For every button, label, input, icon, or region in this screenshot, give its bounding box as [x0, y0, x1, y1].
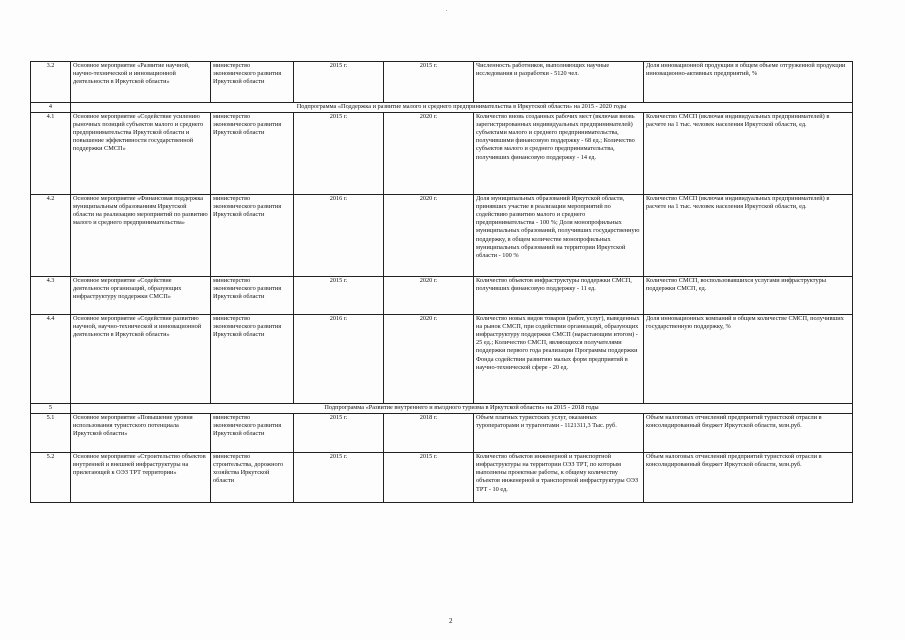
end-year-cell: 2020 г. — [384, 315, 474, 404]
row-number: 3.2 — [31, 62, 71, 103]
table-row — [31, 453, 853, 503]
table-row — [31, 277, 853, 315]
executor-cell: министерство строительства, дорожного хозяйства Иркутской области — [211, 453, 294, 503]
row-number: 4.1 — [31, 113, 71, 195]
program-table — [30, 61, 853, 503]
event-cell: Основное мероприятие «Финансовая поддержка муниципальным образованиям Иркутской области на реализацию мероприятий по развитию малого и среднего предпринимательства» — [71, 195, 211, 277]
section-number: 4 — [31, 103, 71, 113]
indicator-cell: Объем налоговых отчислений предприятий туристской отрасли в консолидированный бюджет Иркутской области, млн.руб. — [644, 453, 853, 503]
result-cell: Количество объектов инженерной и транспортной инфраструктуры на территории ОЭЗ ТРТ, по которым выполнены проектные работы, к общему количеству объектов инженерной и транспортной инфраструктуры ОЭЗ ТРТ - 10 ед. — [474, 453, 644, 503]
table-row — [31, 414, 853, 453]
section-title: Подпрограмма «Поддержка и развитие малого и среднего предпринимательства в Иркутской области» на 2015 - 2020 годы — [71, 103, 853, 113]
event-cell: Основное мероприятие «Содействие усилению рыночных позиций субъектов малого и среднего предпринимательства Иркутской области и повышение эффективности государственной поддержки СМСП» — [71, 113, 211, 195]
result-cell: Объем платных туристских услуг, оказанных туроператорами и турагентами - 1121311,3 Тыс. руб. — [474, 414, 644, 453]
table-row — [31, 62, 853, 103]
row-number: 4.4 — [31, 315, 71, 404]
row-number: 4.3 — [31, 277, 71, 315]
executor-cell: министерство экономического развития Иркутской области — [211, 315, 294, 404]
row-number: 5.1 — [31, 414, 71, 453]
indicator-cell: Доля инновационной продукции в общем объеме отгруженной продукции инновационно-активных предприятий, % — [644, 62, 853, 103]
result-cell: Количество новых видов товаров (работ, услуг), выведенных на рынок СМСП, при содействии организаций, образующих инфраструктуру поддержки СМСП (нарастающим итогом) - 25 ед.; Количество СМСП, являющихся получателями поддержки первого года реализации Программы поддержки Фонда содействия развитию малых форм предприятий в научно-технической сфере - 20 ед. — [474, 315, 644, 404]
table-row — [31, 315, 853, 404]
executor-cell: министерство экономического развития Иркутской области — [211, 62, 294, 103]
end-year-cell: 2015 г. — [384, 453, 474, 503]
start-year-cell: 2015 г. — [294, 113, 384, 195]
indicator-cell: Количество СМСП (включая индивидуальных предпринимателей) в расчете на 1 тыс. человек населения Иркутской области, ед. — [644, 113, 853, 195]
executor-cell: министерство экономического развития Иркутской области — [211, 195, 294, 277]
executor-cell: министерство экономического развития Иркутской области — [211, 277, 294, 315]
end-year-cell: 2020 г. — [384, 113, 474, 195]
start-year-cell: 2015 г. — [294, 62, 384, 103]
section-row — [31, 404, 853, 414]
indicator-cell: Объем налоговых отчислений предприятий туристской отрасли в консолидированный бюджет Иркутской области, млн.руб. — [644, 414, 853, 453]
indicator-cell: Количество СМСП (включая индивидуальных предпринимателей) в расчете на 1 тыс. человек населения Иркутской области, ед. — [644, 195, 853, 277]
executor-cell: министерство экономического развития Иркутской области — [211, 113, 294, 195]
row-number: 4.2 — [31, 195, 71, 277]
page-number: 2 — [449, 617, 453, 625]
start-year-cell: 2016 г. — [294, 315, 384, 404]
event-cell: Основное мероприятие «Развитие научной, научно-технической и инновационной деятельности в Иркутской области» — [71, 62, 211, 103]
indicator-cell: Количество СМСП, воспользовавшихся услугами инфраструктуры поддержки СМСП, ед. — [644, 277, 853, 315]
start-year-cell: 2015 г. — [294, 277, 384, 315]
start-year-cell: 2015 г. — [294, 453, 384, 503]
executor-cell: министерство экономического развития Иркутской области — [211, 414, 294, 453]
section-row — [31, 103, 853, 113]
result-cell: Доля муниципальных образований Иркутской области, принявших участие в реализации мероприятий по содействию развитию малого и среднего предпринимательства - 100 %; Доля монопрофильных муниципальных образований, получивших государственную поддержку, в общем количестве монопрофильных муниципальных образований на территории Иркутской области - 100 % — [474, 195, 644, 277]
start-year-cell: 2016 г. — [294, 195, 384, 277]
table-row — [31, 113, 853, 195]
scan-speck — [446, 10, 447, 11]
event-cell: Основное мероприятие «Строительство объектов внутренней и внешней инфраструктуры на прилегающей к ОЭЗ ТРТ территории» — [71, 453, 211, 503]
result-cell: Численность работников, выполняющих научные исследования и разработки - 5120 чел. — [474, 62, 644, 103]
end-year-cell: 2020 г. — [384, 277, 474, 315]
event-cell: Основное мероприятие «Содействие деятельности организаций, образующих инфраструктуру поддержки СМСП» — [71, 277, 211, 315]
event-cell: Основное мероприятие «Содействие развитию научной, научно-технической и инновационной деятельности в Иркутской области» — [71, 315, 211, 404]
result-cell: Количество объектов инфраструктуры поддержки СМСП, получивших финансовую поддержку - 11 ед. — [474, 277, 644, 315]
row-number: 5.2 — [31, 453, 71, 503]
end-year-cell: 2020 г. — [384, 195, 474, 277]
indicator-cell: Доля инновационных компаний в общем количестве СМСП, получивших государственную поддержку, % — [644, 315, 853, 404]
event-cell: Основное мероприятие «Повышение уровня использования туристского потенциала Иркутской области» — [71, 414, 211, 453]
end-year-cell: 2015 г. — [384, 62, 474, 103]
section-number: 5 — [31, 404, 71, 414]
end-year-cell: 2018 г. — [384, 414, 474, 453]
section-title: Подпрограмма «Развитие внутреннего и въездного туризма в Иркутской области» на 2015 - 2018 годы — [71, 404, 853, 414]
table-row — [31, 195, 853, 277]
start-year-cell: 2015 г. — [294, 414, 384, 453]
result-cell: Количество вновь созданных рабочих мест (включая вновь зарегистрированных индивидуальных предпринимателей) субъектами малого и среднего предпринимательства, получившими финансовую поддержку - 68 ед.; Количество субъектов малого и среднего предпринимательства, получивших финансовую поддержку - 14 ед. — [474, 113, 644, 195]
